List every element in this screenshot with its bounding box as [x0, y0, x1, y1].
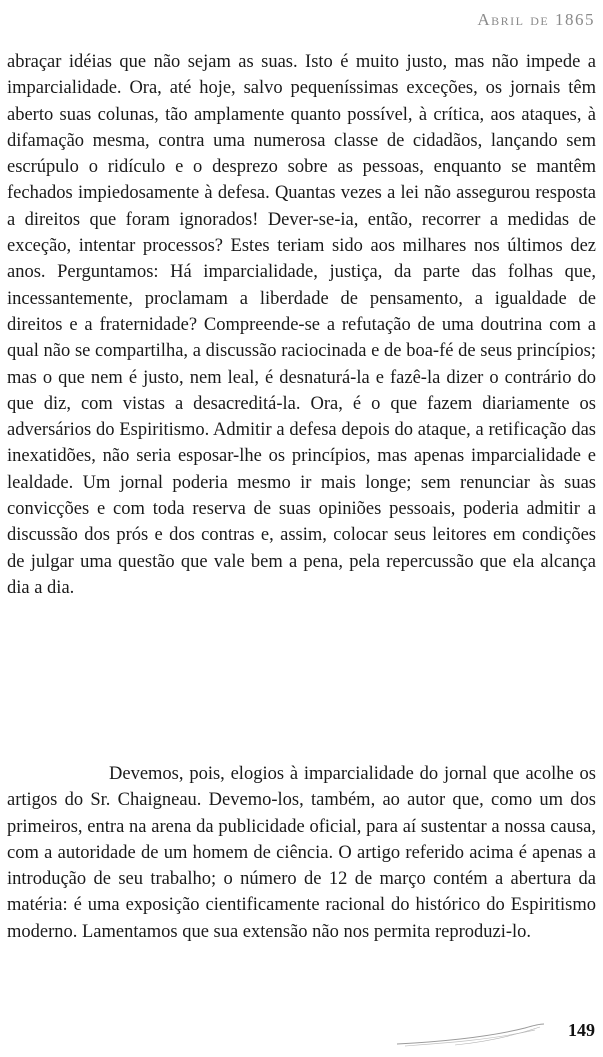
page-number: 149 — [568, 1020, 595, 1040]
footer-flourish-ornament — [395, 1018, 545, 1048]
running-header: Abril de 1865 — [477, 10, 595, 29]
body-paragraph-1: abraçar idéias que não sejam as suas. Isto é muito justo, mas não impede a imparcialidade. Ora, até hoje, salvo pequeníssimas exceções, os jornais têm aberto suas colunas, tão amplamente quanto possível, à crítica, aos ataques, à difamação mesma, contra uma numerosa classe de cidadãos, lançando sem escrúpulo o ridículo e o desprezo sobre as pessoas, enquanto se mantêm fechados impiedosamente à defesa. Quantas vezes a lei não assegurou resposta a direitos que foram ignorados! Dever-se-ia, então, recorrer a medidas de exceção, intentar processos? Estes teriam sido aos milhares nos últimos dez anos. Perguntamos: Há imparcialidade, justiça, da parte das folhas que, incessantemente, proclamam a liberdade de pensamento, a igualdade de direitos e a fraternidade? Compreende-se a refutação de uma doutrina com a qual não se compartilha, a discussão raciocinada e de boa-fé de seus princípios; mas o que nem é justo, nem leal, é desnaturá-la e fazê-la dizer o contrário do que diz, com vistas a desacreditá-la. Ora, é o que fazem diariamente os adversários do Espiritismo. Admitir a defesa depois do ataque, a retificação das inexatidões, não seria esposar-lhe os princípios, mas apenas imparcialidade e lealdade. Um jornal poderia mesmo ir mais longe; sem renunciar às suas convicções e com toda reserva de suas opiniões pessoais, poderia admitir a discussão dos prós e dos contras e, assim, colocar seus leitores em condições de julgar uma questão que vale bem a pena, pela repercussão que ela alcança dia a dia. — [7, 52, 596, 598]
body-paragraph-2: Devemos, pois, elogios à imparcialidade do jornal que acolhe os artigos do Sr. Chaigneau. Devemo-los, também, ao autor que, como um dos primeiros, entra na arena da publicidade oficial, para aí sustentar a nossa causa, com a autoridade de um homem de ciência. O artigo referido acima é apenas a introdução de seu trabalho; o número de 12 de março contém a abertura da matéria: é uma exposição cientificamente racional do histórico do Espiritismo moderno. Lamentamos que sua extensão não nos permita reproduzi-lo. — [7, 764, 596, 942]
